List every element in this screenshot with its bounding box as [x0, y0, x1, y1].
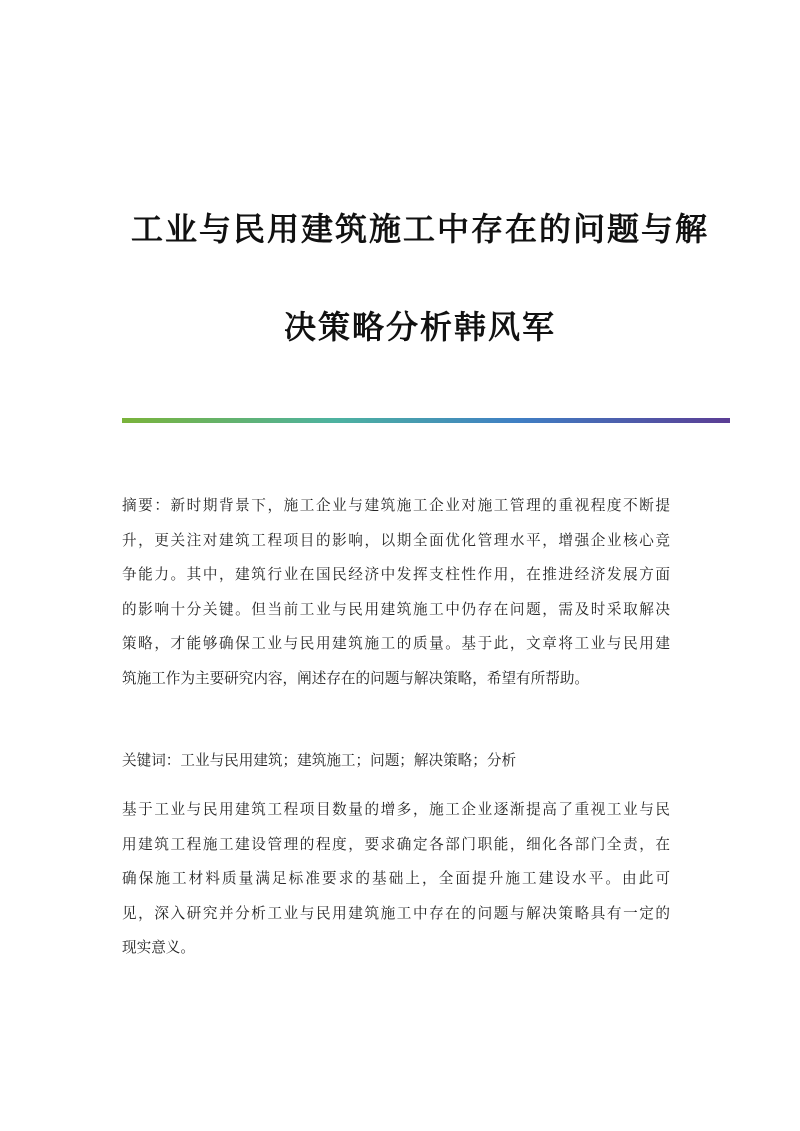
- abstract-line: 升，更关注对建筑工程项目的影响，以期全面优化管理水平，增强企业核心竞: [122, 531, 670, 549]
- title-line-1: 工业与民用建筑施工中存在的问题与解: [130, 210, 709, 248]
- intro-paragraph: [122, 793, 670, 966]
- intro-line: 现实意义。: [122, 939, 195, 956]
- intro-line: 用建筑工程施工建设管理的程度，要求确定各部门职能，细化各部门全责，在: [122, 835, 670, 853]
- intro-line: 基于工业与民用建筑工程项目数量的增多，施工企业逐渐提高了重视工业与民: [122, 801, 670, 818]
- abstract-line: 的影响十分关键。但当前工业与民用建筑施工中仍存在问题，需及时采取解决: [122, 600, 670, 618]
- intro-line: 确保施工材料质量满足标准要求的基础上，全面提升施工建设水平。由此可: [122, 870, 670, 887]
- title-divider: [122, 418, 730, 423]
- abstract-line: 争能力。其中，建筑行业在国民经济中发挥支柱性作用，在推进经济发展方面: [122, 566, 670, 583]
- abstract-paragraph: [122, 489, 670, 696]
- document-title: [110, 180, 730, 376]
- keywords-line: 关键词：工业与民用建筑；建筑施工；问题；解决策略；分析: [122, 752, 517, 769]
- abstract-line: 策略，才能够确保工业与民用建筑施工的质量。基于此，文章将工业与民用建: [122, 635, 670, 652]
- title-line-2: 决策略分析韩风军: [283, 308, 556, 346]
- abstract-line: 筑施工作为主要研究内容，阐述存在的问题与解决策略，希望有所帮助。: [122, 669, 590, 687]
- intro-line: 见，深入研究并分析工业与民用建筑施工中存在的问题与解决策略具有一定的: [122, 904, 670, 922]
- abstract-line: 摘要：新时期背景下，施工企业与建筑施工企业对施工管理的重视程度不断提: [122, 497, 670, 514]
